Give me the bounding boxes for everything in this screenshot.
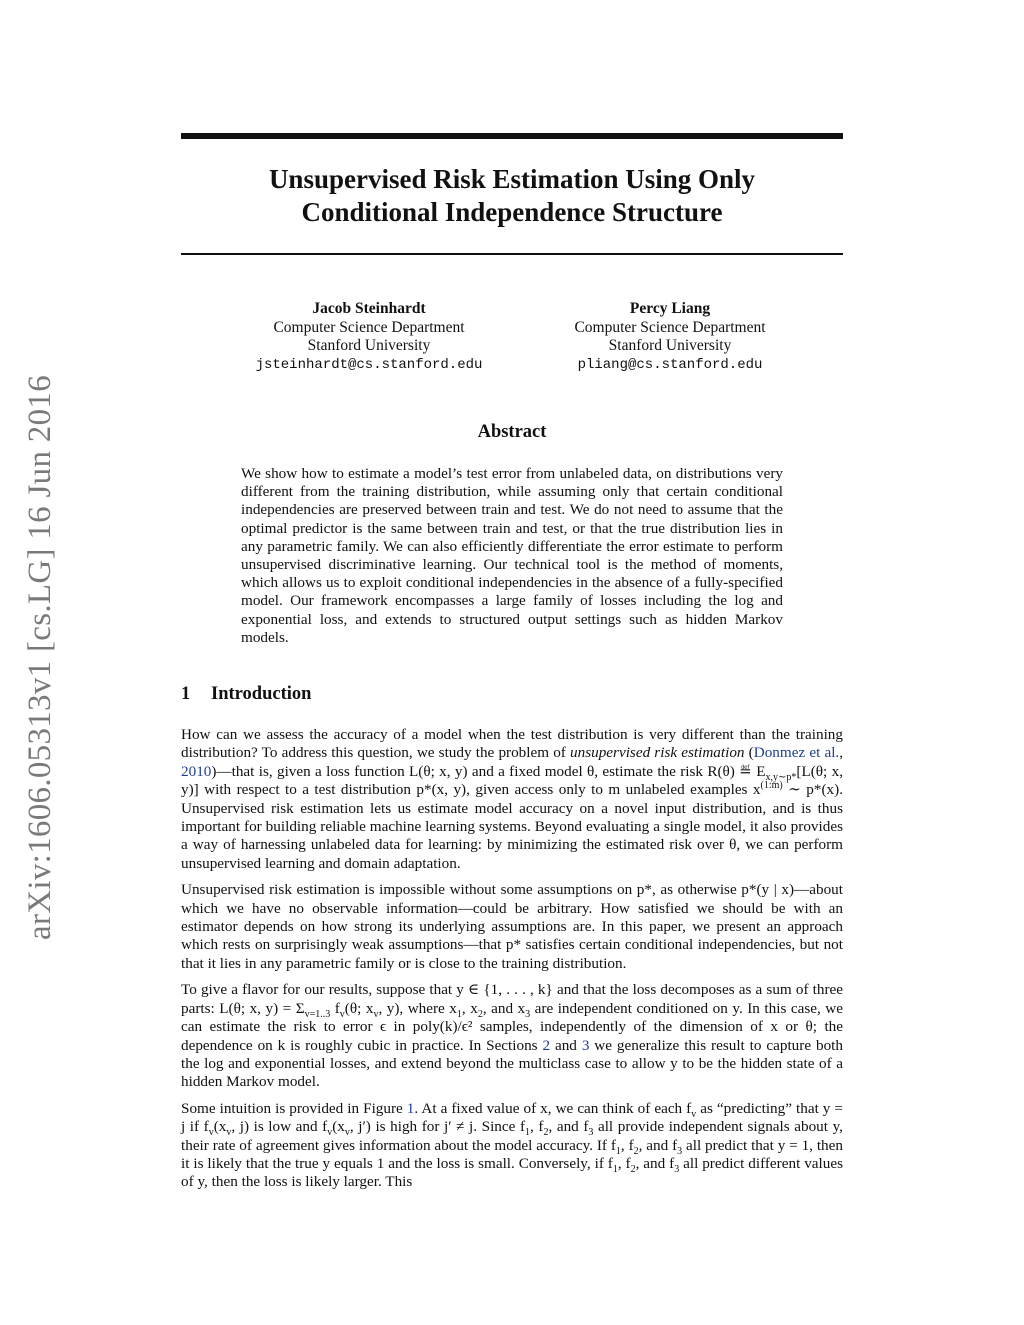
arxiv-identifier: arXiv:1606.05313v1 [cs.LG] 16 Jun 2016 <box>22 374 58 940</box>
text-run: , j′) is high for j′ ≠ j. Since f <box>349 1118 526 1136</box>
title-line-1: Unsupervised Risk Estimation Using Only <box>268 164 756 194</box>
text-run: How can we assess the accuracy of a model when the test distribution is very different than the training distribution? To address this question, we study the problem of <box>181 726 843 762</box>
author-university: Stanford University <box>307 337 431 354</box>
text-run: , y), where x <box>378 999 457 1017</box>
section-heading <box>181 684 311 705</box>
emphasis: unsupervised risk estimation <box>570 744 745 762</box>
subscript: 3 <box>674 1163 680 1175</box>
author-department: Computer Science Department <box>574 318 766 336</box>
superscript: (1:m) <box>760 780 783 792</box>
text-run: ( <box>744 744 754 762</box>
text-run: , x <box>461 999 478 1017</box>
text-run: , j) is low and f <box>231 1118 328 1136</box>
author-name: Percy Liang <box>629 300 711 317</box>
subscript: 2 <box>633 1145 639 1157</box>
subscript: 2 <box>477 1008 483 1020</box>
text-run: . At a fixed value of x, we can think of each f <box>414 1099 692 1117</box>
subscript: 2 <box>630 1163 636 1175</box>
citation-year: 2010 <box>181 762 212 780</box>
subscript: 1 <box>615 1145 621 1157</box>
citation-name: Donmez et al. <box>753 744 840 762</box>
subscript: v <box>208 1127 214 1139</box>
title-rule-bottom <box>181 253 843 255</box>
subscript: 3 <box>525 1008 531 1020</box>
author-email[interactable]: pliang@cs.stanford.edu <box>577 356 763 373</box>
text-run: all provide independent signals about y, their rate of agreement gives information about the model accuracy. If f <box>181 1118 843 1154</box>
text-run: all predict that y = 1, then it is likely that the true y equals 1 and the loss is small. Conversely, if f <box>181 1136 843 1172</box>
subscript: v <box>226 1127 232 1139</box>
text-run: [L(θ; x, y)] with respect to a test distribution p*(x, y), given access only to m unlabeled examples x <box>181 762 843 799</box>
author-department: Computer Science Department <box>273 318 465 336</box>
subscript: v <box>339 1008 345 1020</box>
citation-link[interactable] <box>754 744 839 761</box>
paragraph-3 <box>181 981 843 1091</box>
body-text <box>181 726 843 1200</box>
text-run: f <box>330 999 340 1017</box>
subscript: 1 <box>525 1127 531 1139</box>
text-run: (θ; x <box>344 999 374 1017</box>
subscript: v <box>373 1008 379 1020</box>
text-run: all predict different values of y, then the loss is likely larger. This <box>181 1154 843 1191</box>
paragraph-1 <box>181 726 843 873</box>
paragraph-2: Unsupervised risk estimation is impossible without some assumptions on p*, as otherwise p*(y | x)—about which we have no observable information—could be arbitrary. How satisfied we should be with an estimator depends on how strong its underlying assumptions are. In this paper, we present an approach which rests on surprisingly weak assumptions—that p* satisfies certain conditional independencies, but not that it lies in any parametric family or is close to the training distribution. <box>181 881 843 972</box>
text-run: , f <box>617 1154 631 1172</box>
text-run: , and f <box>635 1154 675 1172</box>
text-run: , f <box>620 1136 634 1154</box>
author-university: Stanford University <box>608 337 732 354</box>
subscript: 3 <box>677 1145 683 1157</box>
abstract-heading: Abstract <box>477 422 547 442</box>
text-run: To give a flavor for our results, suppose that y ∈ {1, . . . , k} and that the loss decomposes as a sum of three parts: L(θ; x, y) = Σ <box>181 981 843 1017</box>
subscript: v <box>327 1127 333 1139</box>
author-name: Jacob Steinhardt <box>312 300 426 317</box>
text-run: )—that is, given a loss function L(θ; x, y) and a fixed model θ, estimate the risk R(θ) ≝ E <box>211 762 766 780</box>
title-line-2: Conditional Independence Structure <box>301 197 723 227</box>
subscript: 2 <box>543 1127 549 1139</box>
text-run: ∼ p*(x). Unsupervised risk estimation lets us estimate model accuracy on a novel input distribution, and is thus important for building reliable machine learning systems. Beyond evaluating a single model, it also provides a way of harnessing unlabeled data for learning: by minimizing the estimated risk over θ, we can perform unsupervised learning and domain adaptation. <box>181 781 843 872</box>
paper-title <box>181 163 843 229</box>
citation-year-link[interactable] <box>181 763 211 780</box>
text-run: as “predicting” that y = j if f <box>181 1099 843 1136</box>
section-title: Introduction <box>211 684 312 704</box>
subscript: v <box>691 1108 697 1120</box>
title-rule-top <box>181 133 843 139</box>
text-run: and <box>550 1036 582 1054</box>
text-run: , <box>839 744 844 762</box>
author-block-2 <box>550 300 790 374</box>
sum-limits: v=1..3 <box>304 1008 331 1020</box>
subscript: 1 <box>456 1008 462 1020</box>
section-ref: 2 <box>542 1036 551 1054</box>
subscript: 1 <box>612 1163 618 1175</box>
text-run: , and x <box>482 999 526 1017</box>
figure-ref: 1 <box>406 1099 415 1117</box>
subscript: v <box>344 1127 350 1139</box>
text-run: (x <box>332 1118 345 1136</box>
text-run: (x <box>213 1118 227 1136</box>
section-number: 1 <box>181 684 191 704</box>
section-ref: 3 <box>581 1036 590 1054</box>
paragraph-4 <box>181 1100 843 1192</box>
text-run: we generalize this result to capture both the log and exponential losses, and extend beyond the multiclass case to allow y to be the hidden state of a hidden Markov model. <box>181 1036 843 1091</box>
text-run: are independent conditioned on y. In this case, we can estimate the risk to error ϵ in poly(k)/ϵ² samples, independently of the dimension of x or θ; the dependence on k is roughly cubic in practice. In Sections <box>181 999 844 1054</box>
subscript: 3 <box>588 1127 594 1139</box>
text-run: , and f <box>548 1118 589 1136</box>
text-run: Some intuition is provided in Figure <box>181 1099 407 1117</box>
author-block-1 <box>248 300 490 374</box>
author-email[interactable]: jsteinhardt@cs.stanford.edu <box>255 356 483 373</box>
section-ref-link[interactable] <box>542 1037 550 1054</box>
abstract-text: We show how to estimate a model’s test error from unlabeled data, on distributions very different from the training distribution, while assuming only that certain conditional independencies are preserved between train and test. We do not need to assume that the optimal predictor is the same between train and test, or that the true distribution lies in any parametric family. We can also efficiently differentiate the error estimate to perform unsupervised discriminative learning. Our technical tool is the method of moments, which allows us to exploit conditional independencies in the absence of a fully-specified model. Our framework encompasses a large family of losses including the log and exponential loss, and extends to structured output settings such as hidden Markov models. <box>241 465 783 646</box>
text-run: , f <box>530 1118 544 1136</box>
subscript: x,y∼p* <box>765 771 797 783</box>
text-run: , and f <box>638 1136 678 1154</box>
